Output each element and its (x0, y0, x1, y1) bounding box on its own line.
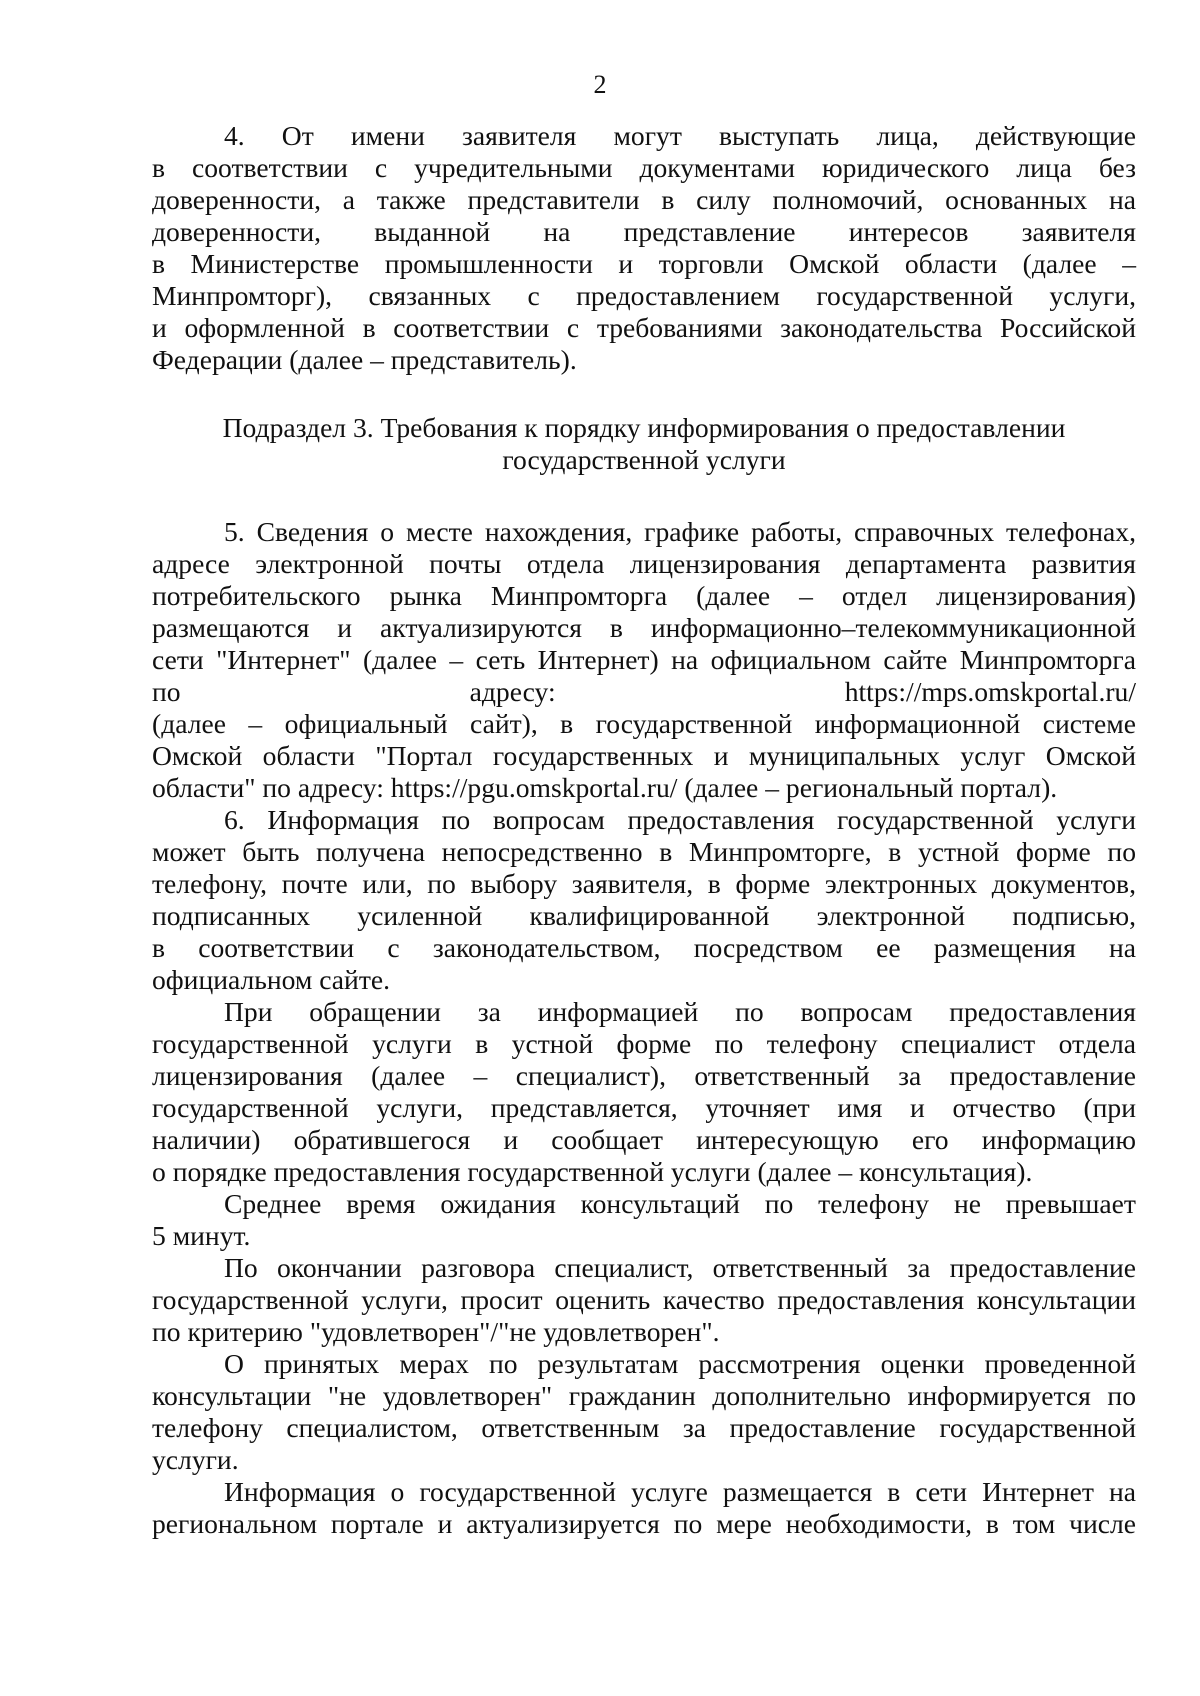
text-line: телефону, почте или, по выбору заявителя, в форме электронных документов, (152, 868, 1136, 899)
text-line: 5. Сведения о месте нахождения, графике работы, справочных телефонах, (224, 516, 1136, 547)
subsection-heading (152, 412, 1136, 476)
text-line: по адресу: https://mps.omskportal.ru/ (152, 676, 1136, 707)
document-body (152, 120, 1136, 1540)
text-line: 4. От имени заявителя могут выступать лица, действующие (224, 120, 1136, 151)
text-line: государственной услуги в устной форме по телефону специалист отдела (152, 1028, 1136, 1059)
text-line: Федерации (далее – представитель). (152, 344, 577, 375)
text-line: государственной услуги, просит оценить качество предоставления консультации (152, 1284, 1136, 1315)
text-line: услуги. (152, 1444, 239, 1475)
text-line: адресе электронной почты отдела лицензирования департамента развития (152, 548, 1136, 579)
text-line: доверенности, выданной на представление интересов заявителя (152, 216, 1136, 247)
text-line: о порядке предоставления государственной услуги (далее – консультация). (152, 1156, 1033, 1187)
text-line: по критерию "удовлетворен"/"не удовлетворен". (152, 1316, 720, 1347)
text-line: официальном сайте. (152, 964, 391, 995)
text-line: и оформленной в соответствии с требованиями законодательства Российской (152, 312, 1136, 343)
paragraph-rating (152, 1252, 1136, 1348)
text-line: (далее – официальный сайт), в государственной информационной системе (152, 708, 1136, 739)
text-line: сети "Интернет" (далее – сеть Интернет) на официальном сайте Минпромторга (152, 644, 1136, 675)
paragraph-4 (152, 120, 1136, 376)
heading-line: Подраздел 3. Требования к порядку информирования о предоставлении (222, 412, 1066, 443)
text-line: При обращении за информацией по вопросам предоставления (224, 996, 1136, 1027)
text-line: Омской области "Портал государственных и муниципальных услуг Омской (152, 740, 1136, 771)
text-line: в Министерстве промышленности и торговли Омской области (далее – (152, 248, 1136, 279)
text-line: может быть получена непосредственно в Минпромторге, в устной форме по (152, 836, 1136, 867)
text-line: региональном портале и актуализируется по мере необходимости, в том числе (152, 1508, 1136, 1539)
text-line: области" по адресу: https://pgu.omskportal.ru/ (далее – региональный портал). (152, 772, 1058, 803)
paragraph-6 (152, 804, 1136, 996)
text-line: в соответствии с законодательством, посредством ее размещения на (152, 932, 1136, 963)
paragraph-wait-time (152, 1188, 1136, 1252)
text-line: государственной услуги, представляется, уточняет имя и отчество (при (152, 1092, 1136, 1123)
text-line: О принятых мерах по результатам рассмотрения оценки проведенной (224, 1348, 1136, 1379)
text-line: 5 минут. (152, 1220, 251, 1251)
text-line: лицензирования (далее – специалист), ответственный за предоставление (152, 1060, 1136, 1091)
text-line: телефону специалистом, ответственным за предоставление государственной (152, 1412, 1136, 1443)
paragraph-information (152, 1476, 1136, 1540)
text-line: консультации "не удовлетворен" гражданин дополнительно информируется по (152, 1380, 1136, 1411)
text-line: потребительского рынка Минпромторга (далее – отдел лицензирования) (152, 580, 1136, 611)
text-line: Информация о государственной услуге размещается в сети Интернет на (224, 1476, 1136, 1507)
text-line: в соответствии с учредительными документами юридического лица без (152, 152, 1136, 183)
paragraph-5 (152, 516, 1136, 804)
heading-line: государственной услуги (502, 444, 786, 475)
text-line: размещаются и актуализируются в информационно–телекоммуникационной (152, 612, 1136, 643)
text-line: 6. Информация по вопросам предоставления государственной услуги (224, 804, 1136, 835)
text-line: Минпромторг), связанных с предоставлением государственной услуги, (152, 280, 1136, 311)
text-line: По окончании разговора специалист, ответственный за предоставление (224, 1252, 1136, 1283)
text-line: Среднее время ожидания консультаций по телефону не превышает (224, 1188, 1136, 1219)
text-line: доверенности, а также представители в силу полномочий, основанных на (152, 184, 1136, 215)
paragraph-measures (152, 1348, 1136, 1476)
paragraph-consultation (152, 996, 1136, 1188)
text-line: наличии) обратившегося и сообщает интересующую его информацию (152, 1124, 1136, 1155)
text-line: подписанных усиленной квалифицированной электронной подписью, (152, 900, 1136, 931)
page-number: 2 (593, 70, 607, 99)
